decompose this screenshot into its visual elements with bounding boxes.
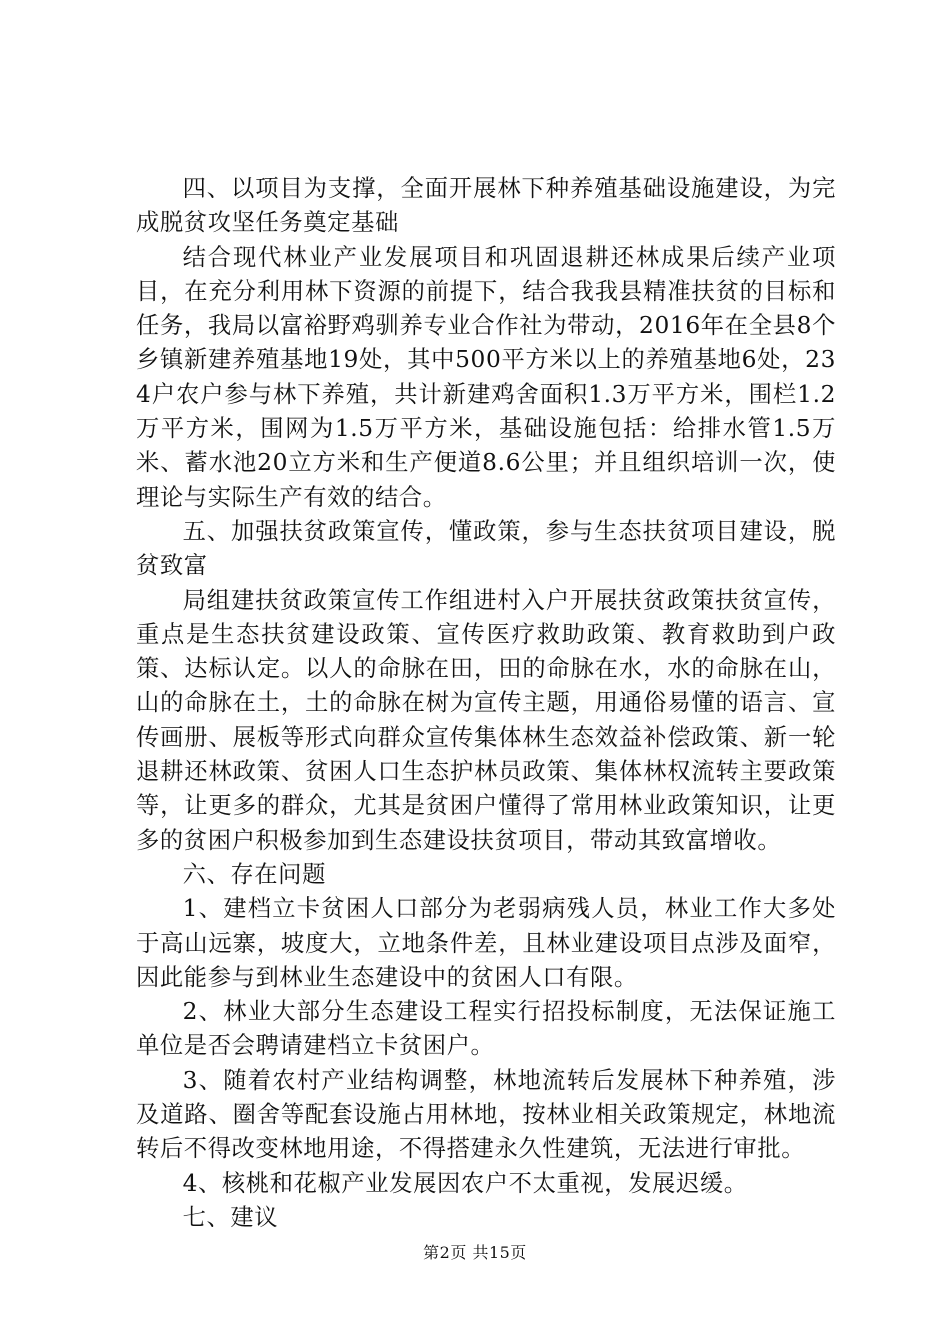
section-heading-6: 六、存在问题: [182, 860, 326, 888]
body-paragraph: 结合现代林业产业发展项目和巩固退耕还林成果后续产业项目，在充分利用林下资源的前提下，结合我我县精准扶贫的目标和任务，我局以富裕野鸡驯养专业合作社为带动，2016年在全县8个乡镇新建养殖基地19处，其中500平方米以上的养殖基地6处，234户农户参与林下养殖，共计新建鸡舍面积1.3万平方米，围栏1.2万平方米，围网为1.5万平方米，基础设施包括：给排水管1.5万米、蓄水池20立方米和生产便道8.6公里；并且组织培训一次，使理论与实际生产有效的结合。: [136, 243, 836, 511]
problem-item-1: 1、建档立卡贫困人口部分为老弱病残人员，林业工作大多处于高山远寨，坡度大，立地条件差，且林业建设项目点涉及面窄，因此能参与到林业生态建设中的贫困人口有限。: [136, 895, 836, 991]
page-number-label: 第2页 共15页: [423, 1243, 527, 1262]
page-footer: [0, 1242, 950, 1264]
problem-item-4: 4、核桃和花椒产业发展因农户不太重视，发展迟缓。: [182, 1169, 748, 1197]
problem-item-2: 2、林业大部分生态建设工程实行招投标制度，无法保证施工单位是否会聘请建档立卡贫困户。: [136, 998, 836, 1060]
problem-item-3: 3、随着农村产业结构调整，林地流转后发展林下种养殖，涉及道路、圈舍等配套设施占用林地，按林业相关政策规定，林地流转后不得改变林地用途，不得搭建永久性建筑，无法进行审批。: [136, 1066, 836, 1163]
body-paragraph: 局组建扶贫政策宣传工作组进村入户开展扶贫政策扶贫宣传，重点是生态扶贫建设政策、宣传医疗救助政策、教育救助到户政策、达标认定。以人的命脉在田，田的命脉在水，水的命脉在山，山的命脉在土，土的命脉在树为宣传主题，用通俗易懂的语言、宣传画册、展板等形式向群众宣传集体林生态效益补偿政策、新一轮退耕还林政策、贫困人口生态护林员政策、集体林权流转主要政策等，让更多的群众，尤其是贫困户懂得了常用林业政策知识，让更多的贫困户积极参加到生态建设扶贫项目，带动其致富增收。: [136, 586, 836, 854]
document-body: [136, 172, 836, 1235]
section-heading-7: 七、建议: [182, 1203, 279, 1231]
section-heading-4: 四、以项目为支撑，全面开展林下种养殖基础设施建设，为完成脱贫攻坚任务奠定基础: [136, 175, 836, 237]
section-heading-5: 五、加强扶贫政策宣传，懂政策，参与生态扶贫项目建设，脱贫致富: [136, 517, 836, 580]
